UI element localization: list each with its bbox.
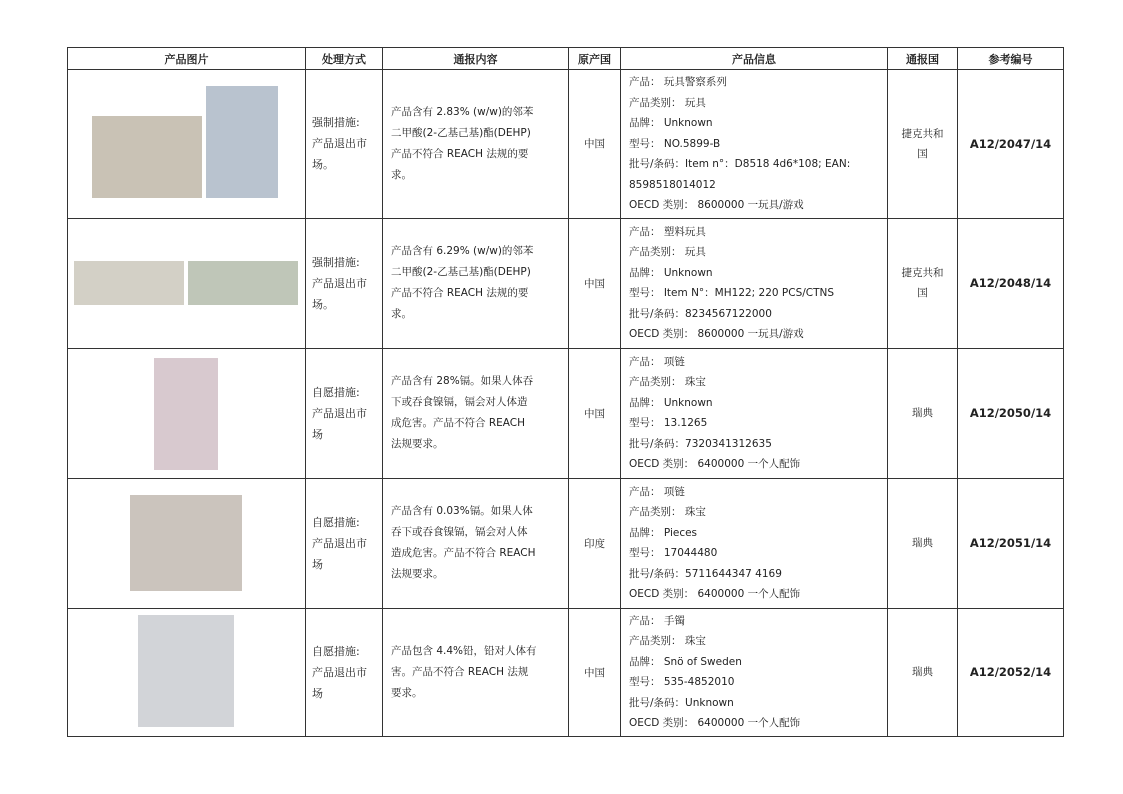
product-image-cell [68, 218, 306, 348]
product-image-cell [68, 478, 306, 608]
hazard-line: 吞下或吞食镍镉，镉会对人体 [391, 526, 528, 538]
method-cell [306, 608, 383, 736]
origin-cell: 中国 [569, 218, 621, 348]
hazard-line: 产品含有 0.03%镉。如果人体 [391, 505, 533, 517]
method-line: 场 [312, 427, 323, 441]
method-line: 产品退出市 [312, 536, 367, 550]
info-line: 品牌： Snö of Sweden [629, 655, 742, 668]
reference-cell: A12/2052/14 [958, 608, 1064, 736]
hazard-line: 二甲酸(2-乙基己基)酯(DEHP) [391, 266, 531, 278]
product-photo [92, 116, 202, 198]
method-line: 产品退出市 [312, 276, 367, 290]
method-line: 强制措施: [312, 116, 360, 130]
notifier-line: 国 [917, 147, 928, 160]
info-line: 产品： 玩具警察系列 [629, 76, 727, 88]
table-row [68, 478, 1064, 608]
method-line: 强制措施: [312, 255, 360, 269]
header-origin: 原产国 [569, 48, 621, 70]
notifier-line: 瑞典 [912, 407, 933, 419]
method-cell [306, 218, 383, 348]
header-product-info: 产品信息 [621, 48, 888, 70]
reference-cell: A12/2051/14 [958, 478, 1064, 608]
info-line: 批号/条码：5711644347 4169 [629, 567, 782, 580]
method-line: 产品退出市 [312, 665, 367, 679]
info-line: 产品： 手镯 [629, 614, 685, 627]
hazard-line: 求。 [391, 308, 412, 320]
method-line: 自愿措施: [312, 644, 360, 658]
method-line: 自愿措施: [312, 515, 360, 529]
info-line: 批号/条码：Unknown [629, 696, 734, 709]
hazard-line: 二甲酸(2-乙基己基)酯(DEHP) [391, 126, 531, 139]
info-line: 型号： Item N°：MH122; 220 PCS/CTNS [629, 287, 835, 299]
notifier-cell [888, 348, 958, 478]
product-photo [130, 495, 242, 591]
hazard-line: 要求。 [391, 686, 423, 699]
hazard-line: 造成危害。产品不符合 REACH [391, 547, 536, 559]
notifier-cell [888, 218, 958, 348]
method-line: 场。 [312, 158, 334, 172]
product-info-cell [621, 478, 888, 608]
reference-cell: A12/2047/14 [958, 70, 1064, 219]
info-line: 型号： 13.1265 [629, 417, 708, 429]
info-line: OECD 类别： 8600000 一玩具/游戏 [629, 199, 804, 211]
hazard-line: 产品不符合 REACH 法规的要 [391, 147, 529, 160]
info-line: 品牌： Unknown [629, 266, 713, 279]
product-info-cell [621, 218, 888, 348]
product-photo [74, 261, 184, 305]
info-line: 型号： 535-4852010 [629, 676, 735, 688]
notifier-line: 瑞典 [912, 537, 933, 549]
table-row [68, 70, 1064, 219]
info-line: 产品： 项链 [629, 355, 685, 368]
product-image-cell [68, 348, 306, 478]
product-photo [138, 615, 234, 727]
info-line: 8598518014012 [629, 178, 716, 191]
hazard-line: 产品不符合 REACH 法规的要 [391, 287, 529, 299]
origin-cell: 印度 [569, 478, 621, 608]
hazard-line: 求。 [391, 168, 412, 181]
hazard-line: 法规要求。 [391, 438, 444, 450]
info-line: 型号： 17044480 [629, 547, 718, 559]
hazard-line: 下或吞食镍镉，镉会对人体造 [391, 396, 528, 408]
info-line: OECD 类别： 6400000 一个人配饰 [629, 588, 801, 600]
notifier-line: 捷克共和 [901, 127, 944, 140]
method-line: 场。 [312, 297, 334, 311]
origin-cell: 中国 [569, 70, 621, 219]
hazard-line: 法规要求。 [391, 568, 444, 580]
info-line: 产品类别： 玩具 [629, 96, 706, 109]
info-line: 型号： NO.5899-B [629, 137, 721, 150]
info-line: OECD 类别： 6400000 一个人配饰 [629, 717, 801, 729]
hazard-line: 产品含有 6.29% (w/w)的邻苯 [391, 245, 534, 257]
origin-cell: 中国 [569, 348, 621, 478]
reference-cell: A12/2050/14 [958, 348, 1064, 478]
notifier-cell [888, 70, 958, 219]
info-line: OECD 类别： 8600000 一玩具/游戏 [629, 328, 804, 340]
hazard-line: 产品含有 2.83% (w/w)的邻苯 [391, 105, 534, 118]
product-photo [188, 261, 298, 305]
info-line: 品牌： Unknown [629, 117, 713, 129]
hazard-line: 害。产品不符合 REACH 法规 [391, 665, 529, 678]
header-hazard: 通报内容 [383, 48, 569, 70]
info-line: 产品： 塑料玩具 [629, 225, 706, 238]
hazard-cell [383, 70, 569, 219]
method-line: 场 [312, 557, 323, 571]
info-line: 批号/条码：Item n°：D8518 4d6*108; EAN: [629, 158, 851, 170]
product-photo [154, 358, 218, 470]
method-line: 场 [312, 686, 323, 700]
hazard-line: 产品含有 28%镉。如果人体吞 [391, 375, 534, 387]
header-notifier: 通报国 [888, 48, 958, 70]
info-line: 批号/条码：8234567122000 [629, 307, 772, 320]
origin-cell: 中国 [569, 608, 621, 736]
notifier-cell [888, 608, 958, 736]
method-cell [306, 478, 383, 608]
product-image-cell [68, 70, 306, 219]
hazard-line: 成危害。产品不符合 REACH [391, 417, 525, 429]
notifier-cell [888, 478, 958, 608]
product-photo [206, 86, 278, 198]
info-line: OECD 类别： 6400000 一个人配饰 [629, 458, 801, 470]
header-method: 处理方式 [306, 48, 383, 70]
header-image: 产品图片 [68, 48, 306, 70]
hazard-cell [383, 608, 569, 736]
product-info-cell [621, 608, 888, 736]
method-cell [306, 348, 383, 478]
notifier-line: 瑞典 [912, 666, 933, 678]
header-reference: 参考编号 [958, 48, 1064, 70]
method-cell [306, 70, 383, 219]
reference-cell: A12/2048/14 [958, 218, 1064, 348]
info-line: 产品： 项链 [629, 485, 685, 498]
method-line: 自愿措施: [312, 385, 360, 399]
method-line: 产品退出市 [312, 406, 367, 420]
product-image-cell [68, 608, 306, 736]
info-line: 产品类别： 珠宝 [629, 376, 706, 388]
table-row [68, 608, 1064, 736]
product-info-cell [621, 70, 888, 219]
recall-table [67, 47, 1064, 737]
info-line: 批号/条码：7320341312635 [629, 437, 772, 450]
hazard-line: 产品包含 4.4%铅，铅对人体有 [391, 644, 537, 657]
hazard-cell [383, 478, 569, 608]
table-row [68, 348, 1064, 478]
hazard-cell [383, 218, 569, 348]
info-line: 产品类别： 玩具 [629, 246, 706, 258]
info-line: 品牌： Pieces [629, 526, 698, 539]
product-info-cell [621, 348, 888, 478]
info-line: 产品类别： 珠宝 [629, 635, 706, 647]
method-line: 产品退出市 [312, 137, 367, 151]
info-line: 品牌： Unknown [629, 396, 713, 409]
notifier-line: 捷克共和 [901, 267, 944, 279]
info-line: 产品类别： 珠宝 [629, 506, 706, 518]
table-row [68, 218, 1064, 348]
header-row [68, 48, 1064, 70]
notifier-line: 国 [917, 287, 928, 299]
hazard-cell [383, 348, 569, 478]
